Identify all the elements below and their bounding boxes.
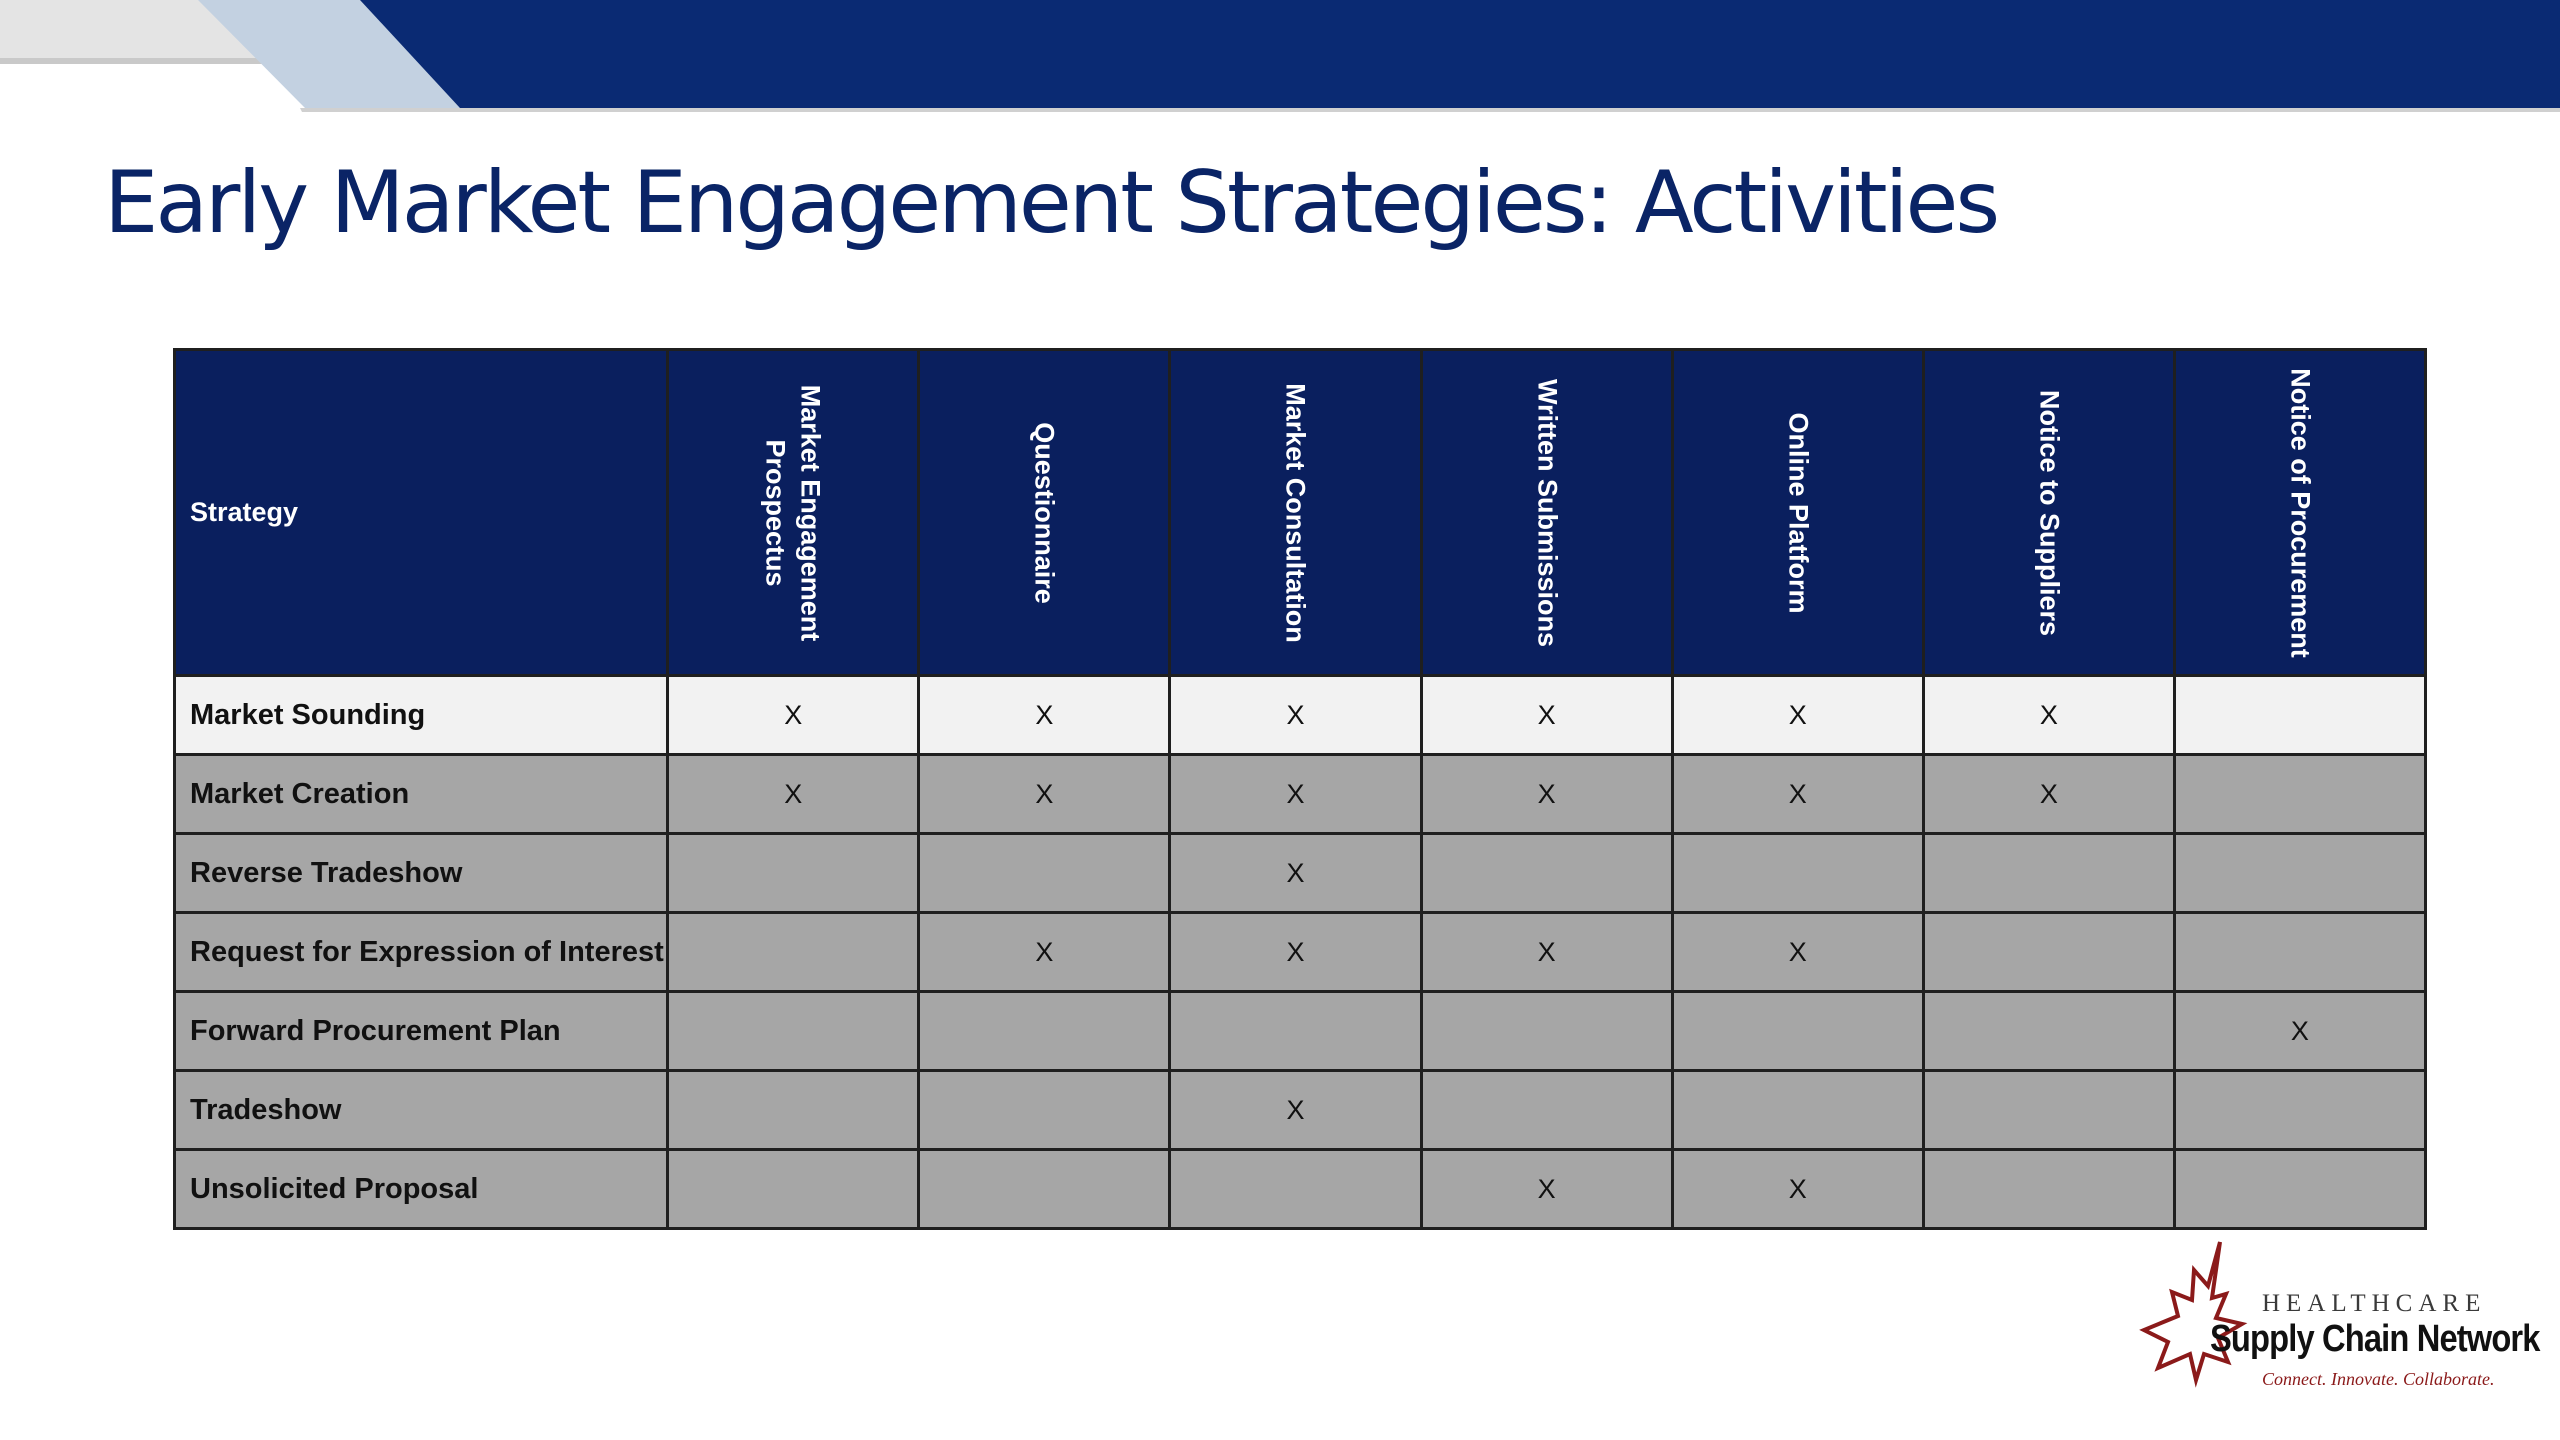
table-cell: X (668, 755, 919, 834)
table-row (175, 913, 2426, 992)
table-cell (2174, 1071, 2425, 1150)
row-label: Request for Expression of Interest (175, 913, 668, 992)
row-label: Market Sounding (175, 676, 668, 755)
column-header (919, 350, 1170, 676)
row-label: Reverse Tradeshow (175, 834, 668, 913)
table-header-row (175, 350, 2426, 676)
table-cell (919, 834, 1170, 913)
table-cell (668, 1071, 919, 1150)
table-cell (2174, 755, 2425, 834)
row-label: Tradeshow (175, 1071, 668, 1150)
table-cell: X (1672, 1150, 1923, 1229)
table-cell (919, 1150, 1170, 1229)
table-cell (1170, 1150, 1421, 1229)
table-cell (1672, 1071, 1923, 1150)
column-header-label: Questionnaire (1029, 421, 1060, 604)
row-label: Market Creation (175, 755, 668, 834)
table-row (175, 755, 2426, 834)
table-cell: X (919, 913, 1170, 992)
logo-tagline: Connect. Innovate. Collaborate. (2262, 1369, 2495, 1389)
table-cell (1672, 834, 1923, 913)
table-cell (919, 992, 1170, 1071)
table-cell (1923, 1150, 2174, 1229)
column-header-label: Notice of Procurement (2285, 367, 2316, 658)
header-banner (0, 0, 2560, 112)
table-cell (668, 1150, 919, 1229)
table-cell: X (1170, 755, 1421, 834)
column-header-label: Written Submissions (1531, 378, 1562, 647)
column-header (1170, 350, 1421, 676)
table-row (175, 1150, 2426, 1229)
table-cell: X (1170, 676, 1421, 755)
strategy-activity-table (173, 348, 2427, 1230)
table-cell (2174, 1150, 2425, 1229)
column-header-label: Market Engagement Prospectus (761, 384, 826, 641)
logo-line-supply-chain-network: Supply Chain Network (2210, 1318, 2540, 1360)
table-cell: X (1421, 1150, 1672, 1229)
table-cell: X (919, 755, 1170, 834)
row-label: Forward Procurement Plan (175, 992, 668, 1071)
table-cell: X (1421, 755, 1672, 834)
strategy-column-header: Strategy (175, 350, 668, 676)
table-cell: X (1672, 676, 1923, 755)
column-header (1672, 350, 1923, 676)
table-cell (1923, 1071, 2174, 1150)
table-cell (1923, 992, 2174, 1071)
column-header-label: Market Consultation (1280, 382, 1311, 643)
table-cell: X (1421, 913, 1672, 992)
table-cell: X (1170, 913, 1421, 992)
table-cell (1170, 992, 1421, 1071)
table-cell: X (1170, 834, 1421, 913)
table-cell (2174, 834, 2425, 913)
page-title: Early Market Engagement Strategies: Activities (104, 153, 1998, 253)
table-cell (668, 913, 919, 992)
column-header-label: Online Platform (1782, 411, 1813, 614)
table-cell: X (668, 676, 919, 755)
table-cell: X (1672, 913, 1923, 992)
table-cell (919, 1071, 1170, 1150)
column-header (1923, 350, 2174, 676)
table-cell: X (1421, 676, 1672, 755)
table-row (175, 834, 2426, 913)
table-cell (1421, 834, 1672, 913)
logo-line-healthcare: HEALTHCARE (2262, 1290, 2487, 1317)
column-header (2174, 350, 2425, 676)
table-cell (2174, 913, 2425, 992)
column-header (668, 350, 919, 676)
table-row (175, 676, 2426, 755)
column-header-label: Notice to Suppliers (2034, 389, 2065, 636)
table-cell (1421, 992, 1672, 1071)
table-cell (2174, 676, 2425, 755)
table-cell: X (2174, 992, 2425, 1071)
table-cell (1421, 1071, 1672, 1150)
table-row (175, 1071, 2426, 1150)
maple-leaf-icon (2138, 1234, 2268, 1394)
table-cell (668, 834, 919, 913)
table-cell: X (1170, 1071, 1421, 1150)
table-cell: X (1672, 755, 1923, 834)
table-cell (1923, 913, 2174, 992)
table-cell: X (1923, 676, 2174, 755)
healthcare-supply-chain-network-logo (2138, 1234, 2538, 1394)
column-header (1421, 350, 1672, 676)
table-cell (1923, 834, 2174, 913)
table-cell (668, 992, 919, 1071)
row-label: Unsolicited Proposal (175, 1150, 668, 1229)
table-row (175, 992, 2426, 1071)
table-cell (1672, 992, 1923, 1071)
table-cell: X (919, 676, 1170, 755)
table-cell: X (1923, 755, 2174, 834)
